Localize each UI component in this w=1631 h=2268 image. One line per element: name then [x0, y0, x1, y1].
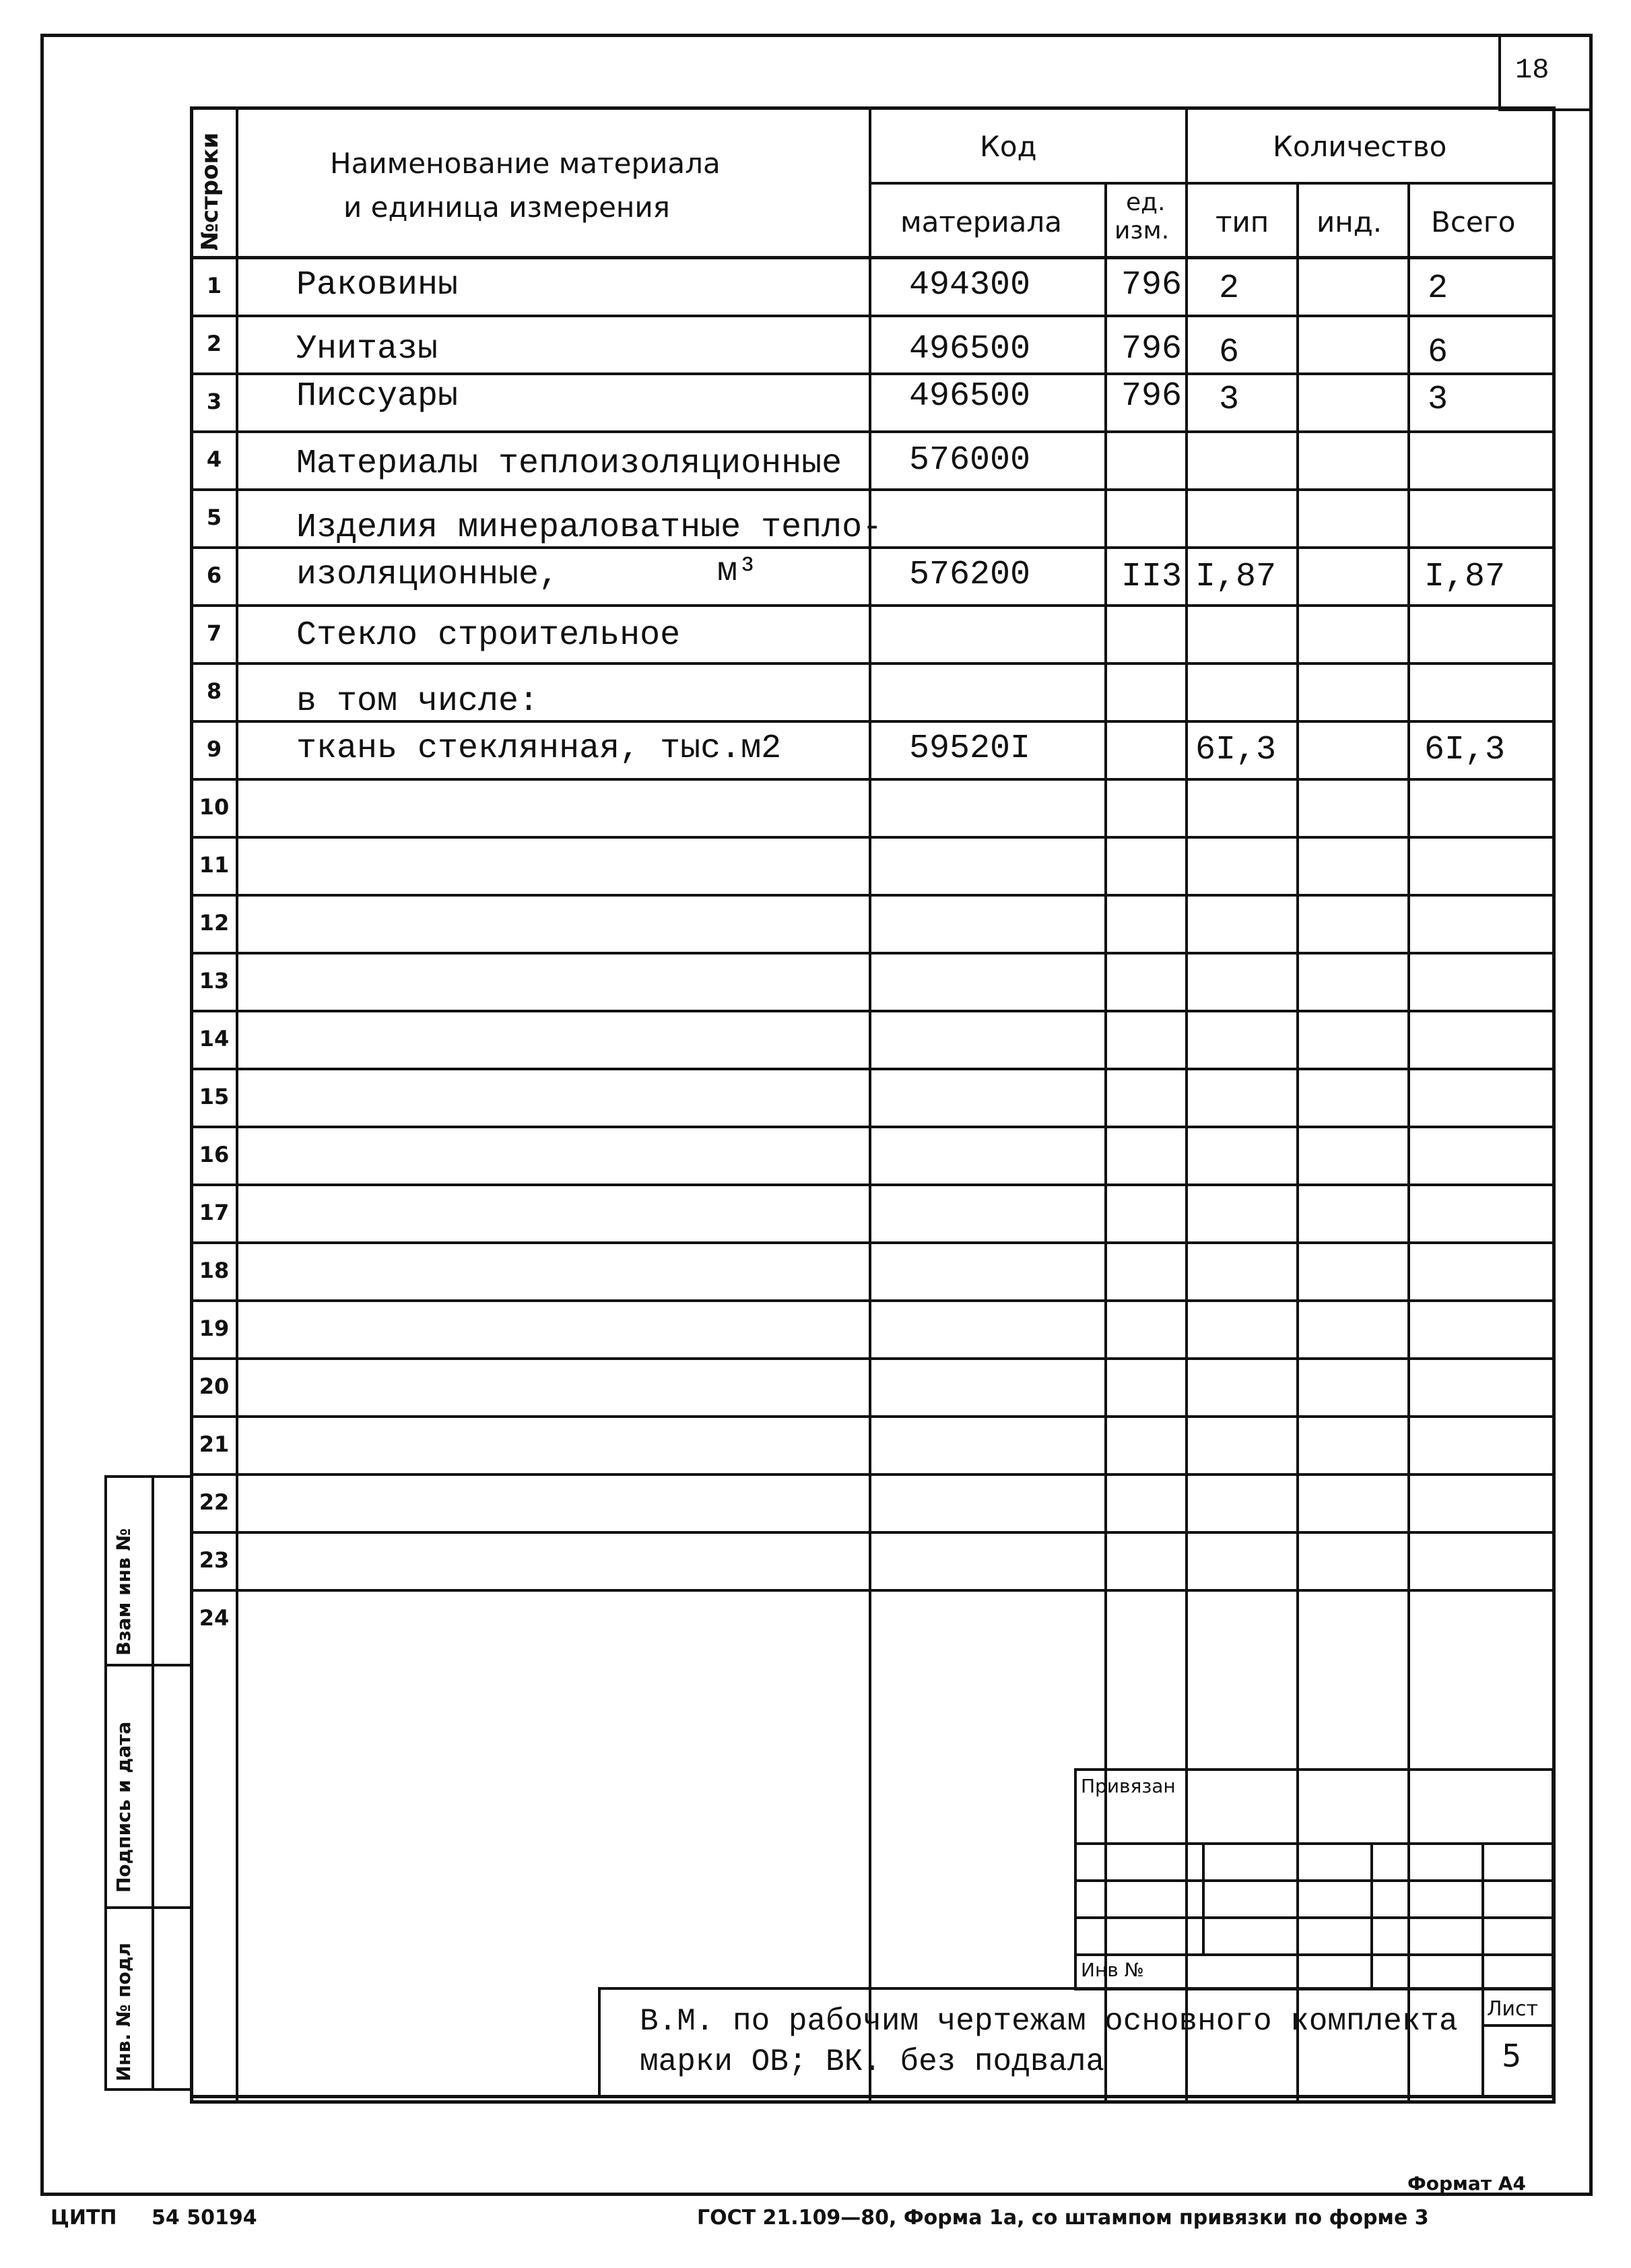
row-line: [190, 1473, 1556, 1476]
name-header-line2: и единица измерения: [343, 191, 670, 224]
side-strip-left: [104, 1475, 107, 2088]
row-line: [190, 430, 1556, 433]
row-number: 10: [199, 794, 230, 820]
row-code: 496500: [909, 377, 1031, 416]
row-name: Раковины: [296, 266, 459, 304]
row-line: [190, 488, 1556, 491]
stamp-col: [1202, 1842, 1205, 1953]
row-name: изоляционные,: [296, 556, 560, 594]
side-strip-line: [104, 1475, 190, 1478]
row-line: [190, 372, 1556, 375]
row-line: [190, 1531, 1556, 1534]
name-header-line1: Наименование материала: [330, 147, 721, 180]
page-number: 18: [1515, 54, 1550, 86]
stamp-col: [1482, 1842, 1484, 1990]
row-name: Писсуары: [296, 377, 459, 416]
row-number: 18: [199, 1258, 230, 1283]
row-code: 576200: [909, 556, 1031, 594]
row-code: 576000: [909, 441, 1031, 480]
format-label: Формат А4: [1407, 2172, 1526, 2195]
row-total: 6: [1428, 333, 1449, 372]
row-line: [190, 1126, 1556, 1128]
row-number: 16: [199, 1142, 230, 1167]
row-name: ткань стеклянная, тыс.м2: [296, 730, 782, 768]
total-header: Всего: [1431, 205, 1516, 238]
unit-header-line1: ед.: [1126, 189, 1166, 216]
row-name: Изделия минераловатные тепло-: [296, 509, 883, 547]
quantity-header: Количество: [1273, 130, 1447, 163]
gost-note: ГОСТ 21.109—80, Форма 1а, со штампом привязки по форме 3: [697, 2206, 1429, 2230]
header-subline: [869, 182, 1556, 185]
row-line: [190, 778, 1556, 781]
row-type: I,87: [1195, 558, 1277, 596]
row-line: [190, 1299, 1556, 1302]
side-strip-line: [104, 1664, 190, 1666]
vzam-inv-label: Взам инв №: [112, 1528, 135, 1656]
citp-label: ЦИТП: [51, 2206, 117, 2230]
row-total: 2: [1428, 269, 1449, 308]
row-number: 20: [199, 1373, 230, 1399]
row-number: 5: [206, 505, 222, 530]
row-line: [190, 662, 1556, 665]
inv-podl-label: Инв. № подл: [112, 1942, 135, 2081]
row-number: 12: [199, 910, 230, 936]
row-unit: 796: [1121, 377, 1183, 416]
row-number: 9: [206, 736, 222, 762]
list-divider: [1482, 2024, 1554, 2027]
row-number: 6: [206, 562, 222, 588]
row-total: I,87: [1424, 558, 1506, 596]
row-number: 14: [199, 1026, 230, 1051]
row-code: 59520I: [909, 730, 1031, 768]
row-number: 17: [199, 1200, 230, 1225]
row-number: 1: [206, 273, 222, 298]
row-type: 6: [1219, 333, 1240, 372]
row-number: 11: [199, 852, 230, 878]
row-line: [190, 1415, 1556, 1418]
header-bottom: [190, 256, 1556, 259]
row-unit: 796: [1121, 330, 1183, 368]
row-line: [190, 1068, 1556, 1070]
row-number: 15: [199, 1084, 230, 1109]
row-code: 496500: [909, 330, 1031, 368]
row-number: 3: [206, 389, 222, 414]
row-number: 4: [206, 447, 222, 472]
doc-title-line1: В.М. по рабочим чертежам основного комплекта: [640, 2004, 1458, 2039]
row-number: 24: [199, 1605, 230, 1631]
row-name: Стекло строительное: [296, 616, 681, 655]
stamp-col: [1370, 1842, 1373, 1990]
title-block-divider: [1482, 1987, 1484, 2098]
lower-block-left-edge: [190, 1650, 193, 2096]
podpis-data-label: Подпись и дата: [112, 1721, 135, 1893]
row-type: 2: [1219, 269, 1240, 308]
row-total: 6I,3: [1424, 731, 1506, 769]
doc-number: 54 50194: [152, 2206, 257, 2230]
row-line: [190, 1357, 1556, 1360]
list-label: Лист: [1487, 1997, 1539, 2021]
row-number: 13: [199, 968, 230, 994]
row-number: 19: [199, 1316, 230, 1341]
doc-title-line2: марки ОВ; ВК. без подвала: [640, 2044, 1105, 2079]
row-unit: II3: [1121, 558, 1183, 596]
row-name: Материалы теплоизоляционные: [296, 445, 842, 483]
row-number: 2: [206, 331, 222, 356]
row-unit: 796: [1121, 266, 1183, 304]
row-name-unit: м³: [717, 552, 758, 591]
row-name: в том числе:: [296, 682, 539, 721]
row-line: [190, 952, 1556, 954]
unit-header-line2: изм.: [1114, 217, 1170, 245]
row-line: [190, 315, 1556, 317]
ind-header: инд.: [1317, 205, 1383, 238]
row-number: 23: [199, 1547, 230, 1573]
row-total: 3: [1428, 381, 1449, 419]
privyazan-label: Привязан: [1081, 1775, 1176, 1797]
row-type: 3: [1219, 381, 1240, 419]
side-strip-line: [104, 1906, 190, 1909]
col-line-code: [869, 106, 871, 2104]
row-line: [190, 1241, 1556, 1244]
list-value: 5: [1502, 2038, 1522, 2074]
material-header: материала: [900, 205, 1063, 238]
row-line: [190, 1589, 1556, 1592]
code-header: Код: [980, 130, 1037, 163]
side-strip-line: [104, 2088, 190, 2091]
row-line: [190, 836, 1556, 839]
side-strip-right: [152, 1475, 154, 2088]
inv-no-label: Инв №: [1081, 1959, 1144, 1981]
row-line: [190, 1184, 1556, 1186]
row-line: [190, 1010, 1556, 1012]
row-number: 21: [199, 1431, 230, 1457]
row-type: 6I,3: [1195, 731, 1277, 769]
row-number: 8: [206, 678, 222, 704]
row-number: 22: [199, 1489, 230, 1515]
row-line: [190, 604, 1556, 607]
row-number-header: №строки: [197, 132, 224, 251]
row-line: [190, 894, 1556, 897]
row-code: 494300: [909, 266, 1031, 304]
row-number: 7: [206, 620, 222, 646]
row-name: Унитазы: [296, 330, 438, 368]
type-header: тип: [1216, 205, 1269, 238]
